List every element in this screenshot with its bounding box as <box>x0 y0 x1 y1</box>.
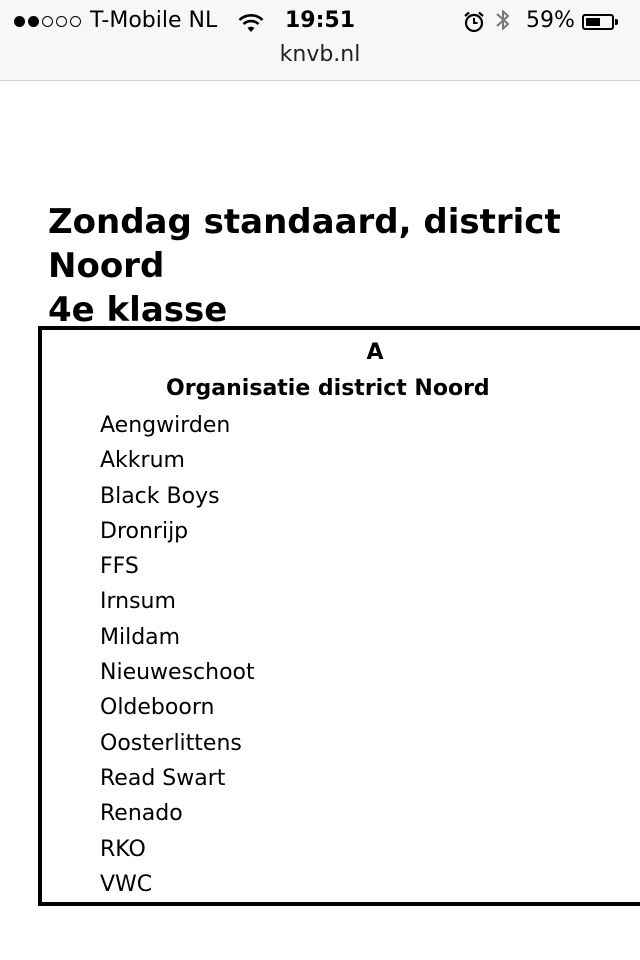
browser-top-bar <box>0 0 640 81</box>
battery-percentage: 59% <box>526 8 575 33</box>
team-list-item: Aengwirden <box>100 413 231 438</box>
team-list-item: Dronrijp <box>100 518 189 544</box>
carrier-name: T-Mobile NL <box>90 8 218 33</box>
alarm-icon <box>462 10 486 44</box>
page-title-line-1: Zondag standaard, district Noord <box>48 202 561 286</box>
group-letter: A <box>366 340 384 365</box>
team-list-item: Mildam <box>100 624 181 650</box>
competition-table <box>38 326 640 906</box>
team-list-item: Akkrum <box>100 448 185 474</box>
page-title <box>48 200 628 332</box>
team-list-item: RKO <box>100 836 146 862</box>
team-list-item: Black Boys <box>100 483 220 509</box>
bluetooth-icon <box>494 7 512 44</box>
page-title-line-2: 4e klasse <box>48 290 228 330</box>
team-list-item: Oldeboorn <box>100 695 215 721</box>
team-list <box>100 408 255 902</box>
team-list-item: VWC <box>100 871 153 897</box>
status-bar <box>0 4 640 38</box>
team-list-item: Irnsum <box>100 589 176 615</box>
team-list-item: Nieuweschoot <box>100 660 255 686</box>
clock-time: 19:51 <box>284 8 356 33</box>
team-list-item: Read Swart <box>100 765 226 791</box>
battery-icon <box>582 14 614 30</box>
organisation-title: Organisatie district Noord <box>166 376 490 401</box>
team-list-item: Oosterlittens <box>100 730 242 756</box>
address-bar-url[interactable]: knvb.nl <box>279 42 361 67</box>
team-list-item: Renado <box>100 801 183 827</box>
team-list-item: FFS <box>100 554 139 580</box>
